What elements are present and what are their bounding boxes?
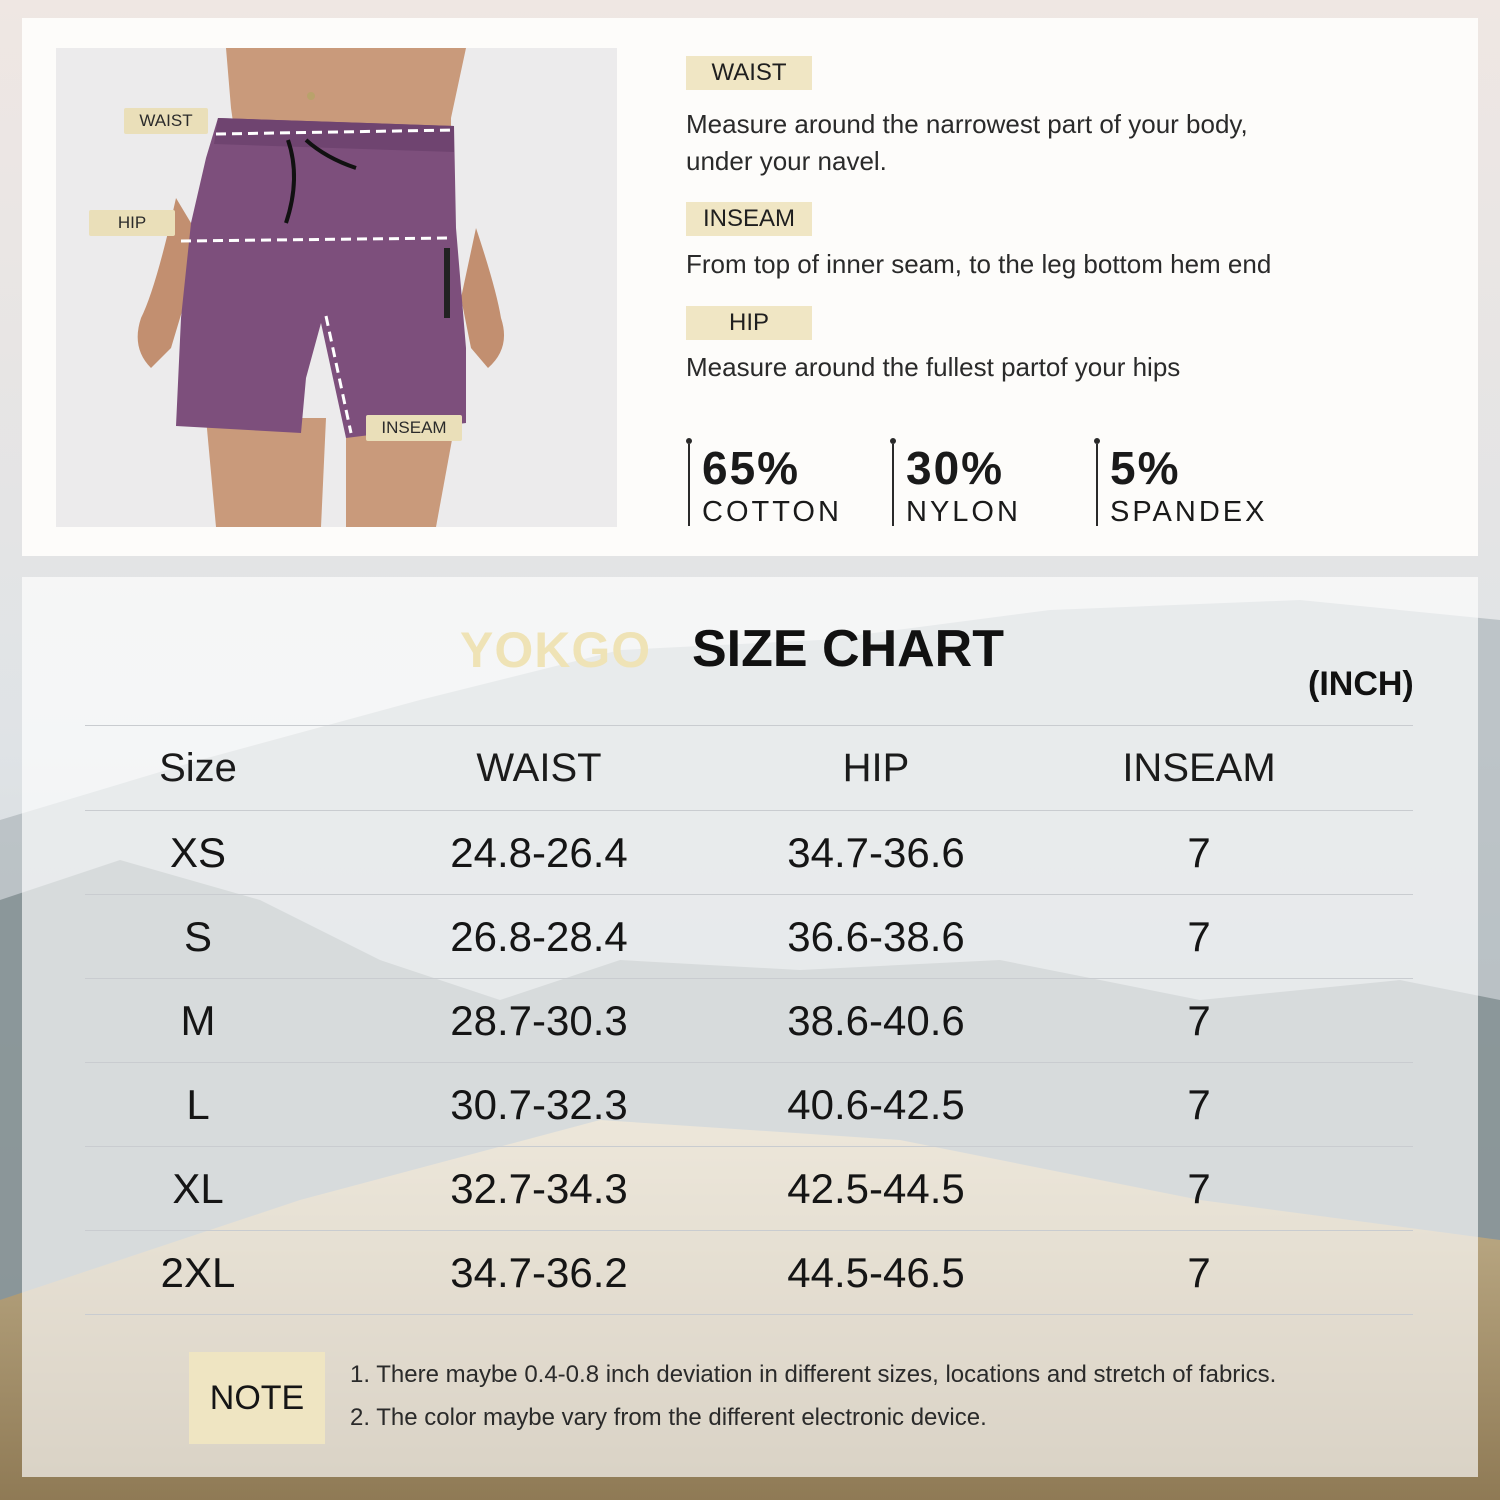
photo-tag-hip: HIP [89,210,175,236]
waist-description-line2: under your navel. [686,146,887,176]
table-row [85,979,1413,1063]
cell-waist: 28.7-30.3 [311,979,767,1063]
fabric-material: NYLON [906,496,1021,528]
fabric-marker-dot [1094,438,1100,444]
fabric-cotton [688,444,842,526]
note-label: NOTE [189,1352,325,1444]
note-line-1: 1. There maybe 0.4-0.8 inch deviation in different sizes, locations and stretch of fabrics. [350,1361,1277,1388]
fabric-material: COTTON [702,496,842,528]
size-chart-panel [22,577,1478,1477]
header-waist: WAIST [311,726,767,811]
cell-size: L [85,1063,311,1147]
photo-tag-waist: WAIST [124,108,208,134]
table-row [85,1147,1413,1231]
cell-inseam: 7 [985,895,1413,979]
model-photo [56,48,617,527]
fabric-percent: 65% [702,442,801,494]
hip-label: HIP [686,306,812,340]
hip-description: Measure around the fullest partof your hips [686,352,1181,382]
size-table [85,725,1413,1315]
cell-waist: 34.7-36.2 [311,1231,767,1315]
cell-inseam: 7 [985,1063,1413,1147]
fabric-percent: 5% [1110,442,1181,494]
cell-size: XL [85,1147,311,1231]
cell-inseam: 7 [985,1231,1413,1315]
unit-label: (INCH) [1308,665,1414,703]
header-size: Size [85,726,311,811]
cell-waist: 24.8-26.4 [311,811,767,895]
fabric-marker-dot [686,438,692,444]
waist-label: WAIST [686,56,812,90]
table-row [85,1231,1413,1315]
fabric-marker-dot [890,438,896,444]
waist-description [686,106,1366,180]
fabric-material: SPANDEX [1110,496,1268,528]
fabric-nylon [892,444,1021,526]
table-row [85,895,1413,979]
header-inseam: INSEAM [985,726,1413,811]
cell-waist: 32.7-34.3 [311,1147,767,1231]
fabric-spandex [1096,444,1267,526]
cell-inseam: 7 [985,979,1413,1063]
waist-description-line1: Measure around the narrowest part of your body, [686,109,1248,139]
cell-waist: 30.7-32.3 [311,1063,767,1147]
note-line-2: 2. The color maybe vary from the different electronic device. [350,1404,987,1431]
inseam-description: From top of inner seam, to the leg bottom hem end [686,249,1272,279]
brand-logo: YOKGO [460,622,652,678]
cell-inseam: 7 [985,1147,1413,1231]
cell-hip: 44.5-46.5 [767,1231,985,1315]
cell-size: XS [85,811,311,895]
fabric-percent: 30% [906,442,1005,494]
cell-hip: 38.6-40.6 [767,979,985,1063]
inseam-label: INSEAM [686,202,812,236]
cell-inseam: 7 [985,811,1413,895]
photo-tag-inseam: INSEAM [366,415,462,441]
cell-hip: 40.6-42.5 [767,1063,985,1147]
cell-size: M [85,979,311,1063]
size-chart-title: SIZE CHART [692,620,1004,678]
table-row [85,1063,1413,1147]
cell-size: 2XL [85,1231,311,1315]
cell-hip: 36.6-38.6 [767,895,985,979]
cell-hip: 42.5-44.5 [767,1147,985,1231]
measurement-guide-panel [22,18,1478,556]
table-header-row [85,726,1413,811]
cell-size: S [85,895,311,979]
header-hip: HIP [767,726,985,811]
cell-hip: 34.7-36.6 [767,811,985,895]
cell-waist: 26.8-28.4 [311,895,767,979]
table-row [85,811,1413,895]
